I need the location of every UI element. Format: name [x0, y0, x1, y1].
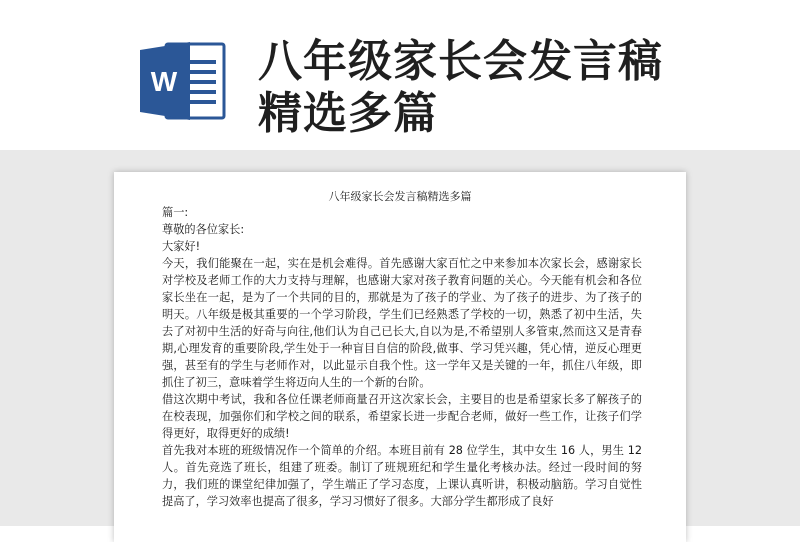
document-page [114, 172, 686, 542]
word-document-icon [140, 40, 226, 122]
paragraph: 今天，我们能聚在一起，实在是机会难得。首先感谢大家百忙之中来参加本次家长会，感谢家长对学校及老师工作的大力支持与理解，也感谢大家对孩子教育问题的关心。今天能有机会和各位家长坐在一起，是为了一个共同的目的，那就是为了孩子的学业、为了孩子的进步、为了孩子的明天。八年级是极其重要的一个学习阶段，学生们已经熟悉了学校的一切，熟悉了初中生活，失去了对初中生活的好奇与向往,他们认为自己已长大,自以为是,不希望别人多管束,然而这又是青春期,心理发育的重要阶段,学生处于一种盲目自信的阶段,做事、学习凭兴趣，凭心情，逆反心理更强，甚至有的学生与老师作对，以此显示自我个性。这一学年又是关键的一年，抓住八年级，即抓住了初三，意味着学生将迈向人生的一个新的台阶。 [162, 257, 642, 389]
document-title: 八年级家长会发言稿精选多篇 [328, 190, 472, 203]
paragraph: 借这次期中考试，我和各位任课老师商量召开这次家长会，主要目的也是希望家长多了解孩子的在校表现，加强你们和学校之间的联系，希望家长进一步配合老师，做好一些工作，让孩子们学得更好，取得更好的成绩! [162, 393, 642, 440]
page-title [258, 36, 738, 140]
header [0, 0, 800, 160]
paragraph: 大家好! [162, 240, 201, 253]
title-line-1: 八年级家长会发言稿 [258, 36, 663, 87]
title-line-2: 精选多篇 [258, 88, 438, 139]
paragraph: 篇一: [162, 206, 189, 219]
paragraph: 尊敬的各位家长: [162, 223, 245, 236]
document-body [162, 204, 642, 510]
word-icon-letter: W [150, 66, 178, 97]
paragraph: 首先我对本班的班级情况作一个简单的介绍。本班目前有 28 位学生，其中女生 16 人，男生 12 人。首先竞选了班长，组建了班委。制订了班规班纪和学生量化考核办法。经过一段时间的努力，我们班的课堂纪律加强了，学生端正了学习态度，上课认真听讲，积极动脑筋。学习自觉性提高了，学习效率也提高了很多，学习习惯好了很多。大部分学生都形成了良好 [162, 444, 642, 508]
